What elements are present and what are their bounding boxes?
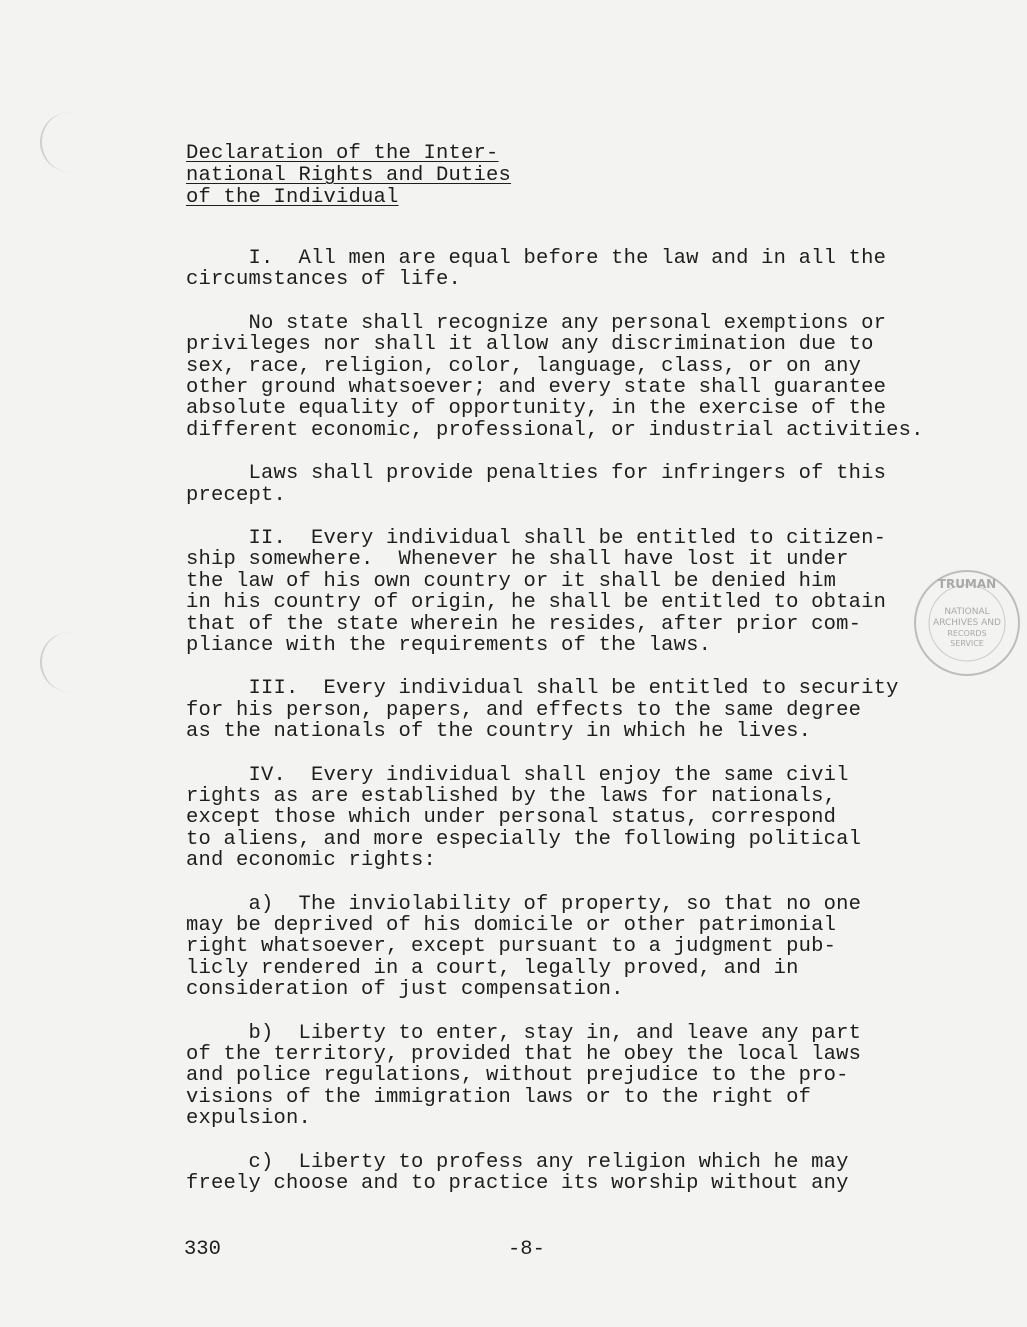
body-line: Laws shall provide penalties for infringers of this [186, 462, 887, 486]
body-line: may be deprived of his domicile or other patrimonial [186, 914, 837, 937]
body-line: IV. Every individual shall enjoy the same civil [186, 763, 849, 787]
body-line: and police regulations, without prejudice to the pro- [186, 1064, 849, 1088]
svg-text:RECORDS: RECORDS [947, 629, 987, 638]
document-number: 330 [184, 1238, 221, 1261]
body-line: pliance with the requirements of the laws. [186, 634, 712, 657]
body-line: except those which under personal status, correspond [186, 806, 837, 830]
body-line: that of the state wherein he resides, after prior com- [186, 612, 862, 636]
svg-text:ARCHIVES AND: ARCHIVES AND [933, 618, 1001, 628]
body-line: I. All men are equal before the law and in all the [186, 247, 887, 270]
body-line: licly rendered in a court, legally proved, and in [186, 956, 799, 980]
body-line: rights as are established by the laws for nationals, [186, 785, 837, 808]
body-line: expulsion. [186, 1107, 312, 1131]
title-line: Declaration of the Inter- [186, 142, 499, 165]
svg-text:TRUMAN: TRUMAN [937, 577, 997, 591]
title-line: national Rights and Duties [186, 164, 512, 187]
title-line: of the Individual [186, 186, 399, 209]
body-line: privileges nor shall it allow any discrimination due to [186, 333, 874, 357]
body-line: different economic, professional, or industrial activities. [186, 418, 924, 442]
body-line: of the territory, provided that he obey the local laws [186, 1043, 862, 1066]
punch-hole-mark [40, 112, 70, 172]
svg-text:NATIONAL: NATIONAL [944, 607, 990, 617]
body-line: right whatsoever, except pursuant to a judgment pub- [186, 935, 837, 959]
body-line: III. Every individual shall be entitled to security [186, 677, 899, 701]
svg-text:SERVICE: SERVICE [950, 639, 984, 648]
body-line: other ground whatsoever; and every state shall guarantee [186, 376, 887, 399]
body-line: ship somewhere. Whenever he shall have lost it under [186, 548, 849, 572]
body-line: visions of the immigration laws or to the right of [186, 1085, 812, 1109]
body-line: as the nationals of the country in which he lives. [186, 720, 812, 744]
archive-stamp [905, 568, 1027, 678]
body-line: to aliens, and more especially the following political [186, 827, 862, 851]
body-line: sex, race, religion, color, language, class, or on any [186, 354, 862, 378]
body-line: b) Liberty to enter, stay in, and leave any part [186, 1021, 862, 1045]
body-line: in his country of origin, he shall be entitled to obtain [186, 591, 887, 615]
body-line: c) Liberty to profess any religion which he may [186, 1150, 849, 1174]
body-line: and economic rights: [186, 849, 437, 873]
page-number: -8- [508, 1238, 545, 1261]
body-line: for his person, papers, and effects to the same degree [186, 698, 862, 722]
body-line: the law of his own country or it shall be denied him [186, 569, 837, 593]
body-line: circumstances of life. [186, 268, 462, 292]
body-line: consideration of just compensation. [186, 978, 624, 1002]
punch-hole-mark [40, 632, 70, 692]
body-line: II. Every individual shall be entitled to citizen- [186, 527, 887, 550]
body-line: absolute equality of opportunity, in the exercise of the [186, 397, 887, 421]
body-line: freely choose and to practice its worship without any [186, 1172, 849, 1195]
body-line: precept. [186, 483, 287, 507]
body-line: a) The inviolability of property, so that no one [186, 892, 862, 916]
body-line: No state shall recognize any personal exemptions or [186, 311, 887, 335]
